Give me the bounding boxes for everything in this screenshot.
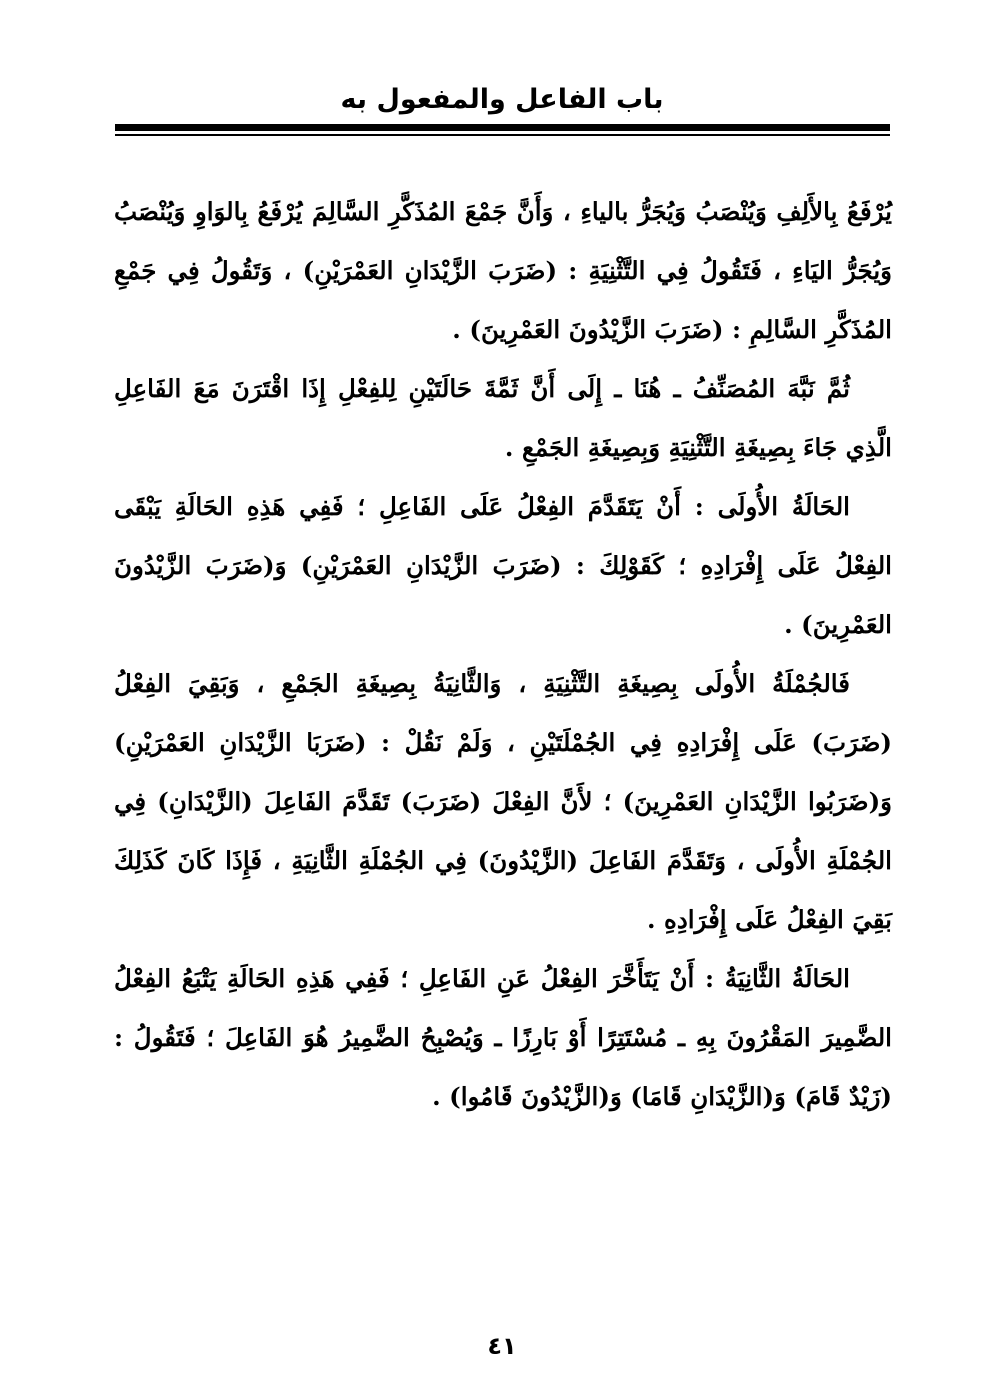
paragraph-continuation: يُرْفَعُ بِالأَلِفِ وَيُنْصَبُ وَيُجَرُّ بالياءِ ، وَأَنَّ جَمْعَ المُذَكَّرِ السَّالِمَ يُرْفَعُ بِالوَاوِ وَيُنْصَبُ وَيُجَرُّ اليَاءِ ، فَتَقُولُ فِي التَّثْنِيَةِ : (ضَرَبَ الزَّيْدَانِ العَمْرَيْنِ) ، وَتَقُولُ فِي جَمْعِ المُذَكَّرِ السَّالِمِ : (ضَرَبَ الزَّيْدُونَ العَمْرِينَ) . <box>114 197 892 344</box>
paragraph-first-case: الحَالَةُ الأُولَى : أَنْ يَتَقَدَّمَ الفِعْلُ عَلَى الفَاعِلِ ؛ فَفِي هَذِهِ الحَالَةِ يَبْقَى الفِعْلُ عَلَى إِفْرَادِهِ ؛ كَقَوْلِكَ : (ضَرَبَ الزَّيْدَانِ العَمْرَيْنِ) وَ(ضَرَبَ الزَّيْدُونَ العَمْرِينَ) . <box>114 492 892 639</box>
paragraph-intro-two-cases: ثُمَّ نَبَّهَ المُصَنِّفُ ـ هُنَا ـ إِلَى أَنَّ ثَمَّةَ حَالَتَيْنِ لِلفِعْلِ إِذَا اقْتَرَنَ مَعَ الفَاعِلِ الَّذِي جَاءَ بِصِيغَةِ التَّثْنِيَةِ وَبِصِيغَةِ الجَمْعِ . <box>114 374 892 462</box>
body-text <box>114 182 892 1126</box>
running-head-title: باب الفاعل والمفعول به <box>340 84 664 115</box>
header-rule-thin <box>115 134 890 136</box>
paragraph-second-case: الحَالَةُ الثَّانِيَةُ : أَنْ يَتَأَخَّرَ الفِعْلُ عَنِ الفَاعِلِ ؛ فَفِي هَذِهِ الحَالَةِ يَتْبَعُ الفِعْلُ الضَّمِيرَ المَقْرُونَ بِهِ ـ مُسْتَتِرًا أَوْ بَارِزًا ـ وَيُصْبِحُ الضَّمِيرُ هُوَ الفَاعِلَ ؛ فَتَقُولُ : (زَيْدٌ قَامَ) وَ(الزَّيْدَانِ قَامَا) وَ(الزَّيْدُونَ قَامُوا) . <box>114 964 892 1111</box>
header-rule-thick <box>115 124 890 131</box>
paragraph-first-case-explanation: فَالجُمْلَةُ الأُولَى بِصِيغَةِ التَّثْنِيَةِ ، وَالثَّانِيَةُ بِصِيغَةِ الجَمْعِ ، وَبَقِيَ الفِعْلُ (ضَرَبَ) عَلَى إِفْرَادِهِ فِي الجُمْلَتَيْنِ ، وَلَمْ نَقُلْ : (ضَرَبَا الزَّيْدَانِ العَمْرَيْنِ) وَ(ضَرَبُوا الزَّيْدَانِ العَمْرِينَ) ؛ لأَنَّ الفِعْلَ (ضَرَبَ) تَقَدَّمَ الفَاعِلَ (الزَّيْدَانِ) فِي الجُمْلَةِ الأُولَى ، وَتَقَدَّمَ الفَاعِلَ (الزَّيْدُونَ) فِي الجُمْلَةِ الثَّانِيَةِ ، فَإِذَا كَانَ كَذَلِكَ بَقِيَ الفِعْلُ عَلَى إِفْرَادِهِ . <box>114 669 892 934</box>
page-number: ٤١ <box>487 1332 517 1360</box>
